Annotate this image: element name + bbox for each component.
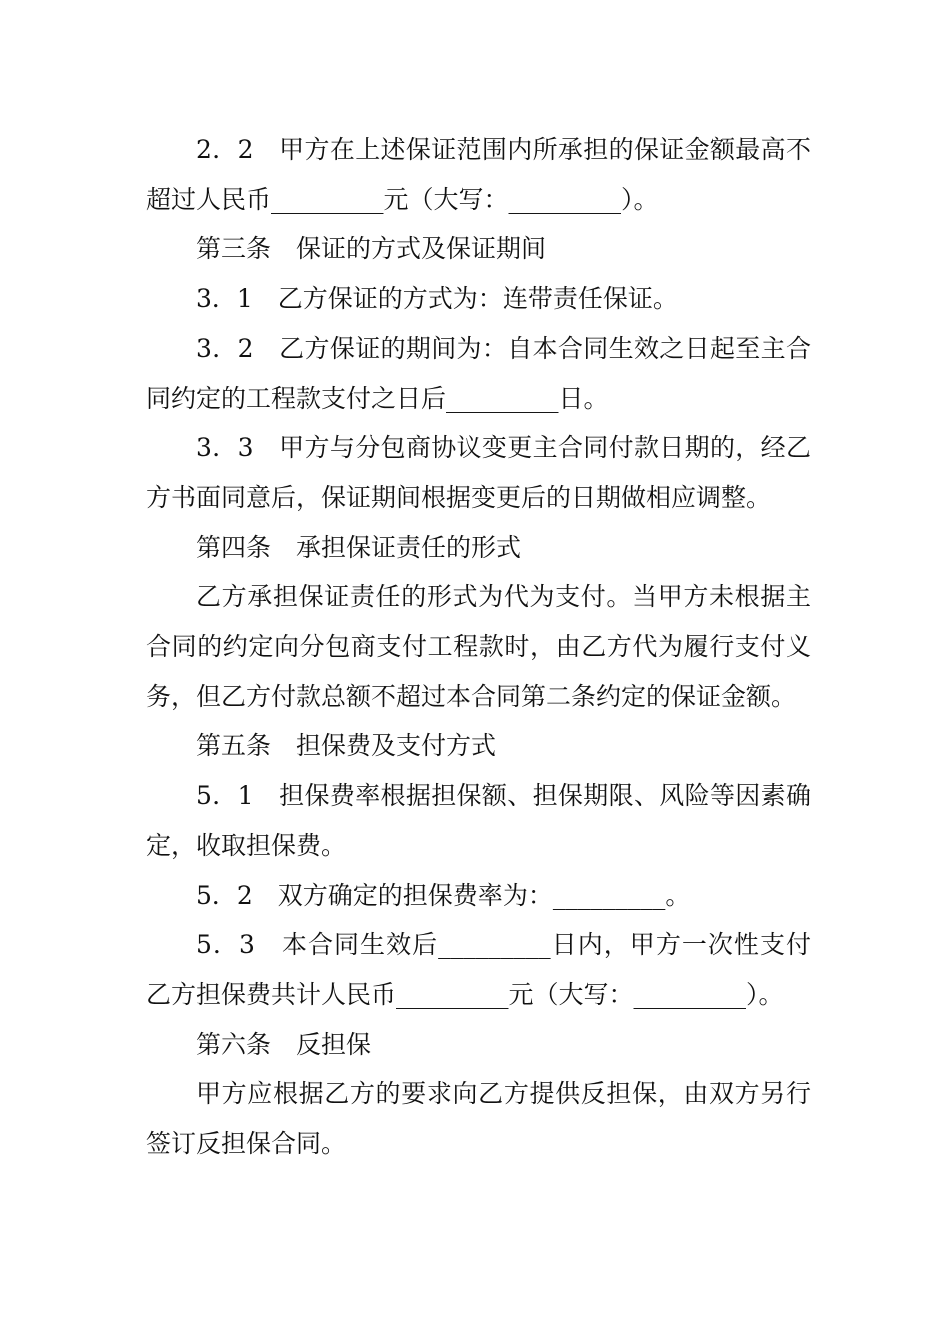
clause-3-1: 3．1 乙方保证的方式为：连带责任保证。 [196,284,678,314]
article-4-body: 乙方承担保证责任的形式为代为支付。当甲方未根据主合同的约定向分包商支付工程款时，由乙方代为履行支付义务，但乙方付款总额不超过本合同第二条约定的保证金额。 [146,582,811,711]
clause-3-3: 3．3 甲方与分包商协议变更主合同付款日期的，经乙方书面同意后，保证期间根据变更后的日期做相应调整。 [146,433,811,512]
clause-5-1: 5．1 担保费率根据担保额、担保期限、风险等因素确定，收取担保费。 [146,781,811,860]
clause-5-2: 5．2 双方确定的担保费率为：_________。 [196,880,691,910]
clause-5-3: 5．3 本合同生效后_________日内，甲方一次性支付乙方担保费共计人民币_________元（大写：_________）。 [146,930,811,1009]
article-6-body: 甲方应根据乙方的要求向乙方提供反担保，由双方另行签订反担保合同。 [146,1079,811,1159]
article-3-heading: 第三条 保证的方式及保证期间 [196,234,547,264]
article-6-heading: 第六条 反担保 [196,1029,372,1059]
article-5-heading: 第五条 担保费及支付方式 [196,731,497,761]
article-4-heading: 第四条 承担保证责任的形式 [196,532,522,562]
document-body [146,125,811,1169]
clause-2-2: 2．2 甲方在上述保证范围内所承担的保证金额最高不超过人民币_________元（大写：_________）。 [146,135,811,214]
clause-3-2: 3．2 乙方保证的期间为：自本合同生效之日起至主合同约定的工程款支付之日后_________日。 [146,333,811,413]
